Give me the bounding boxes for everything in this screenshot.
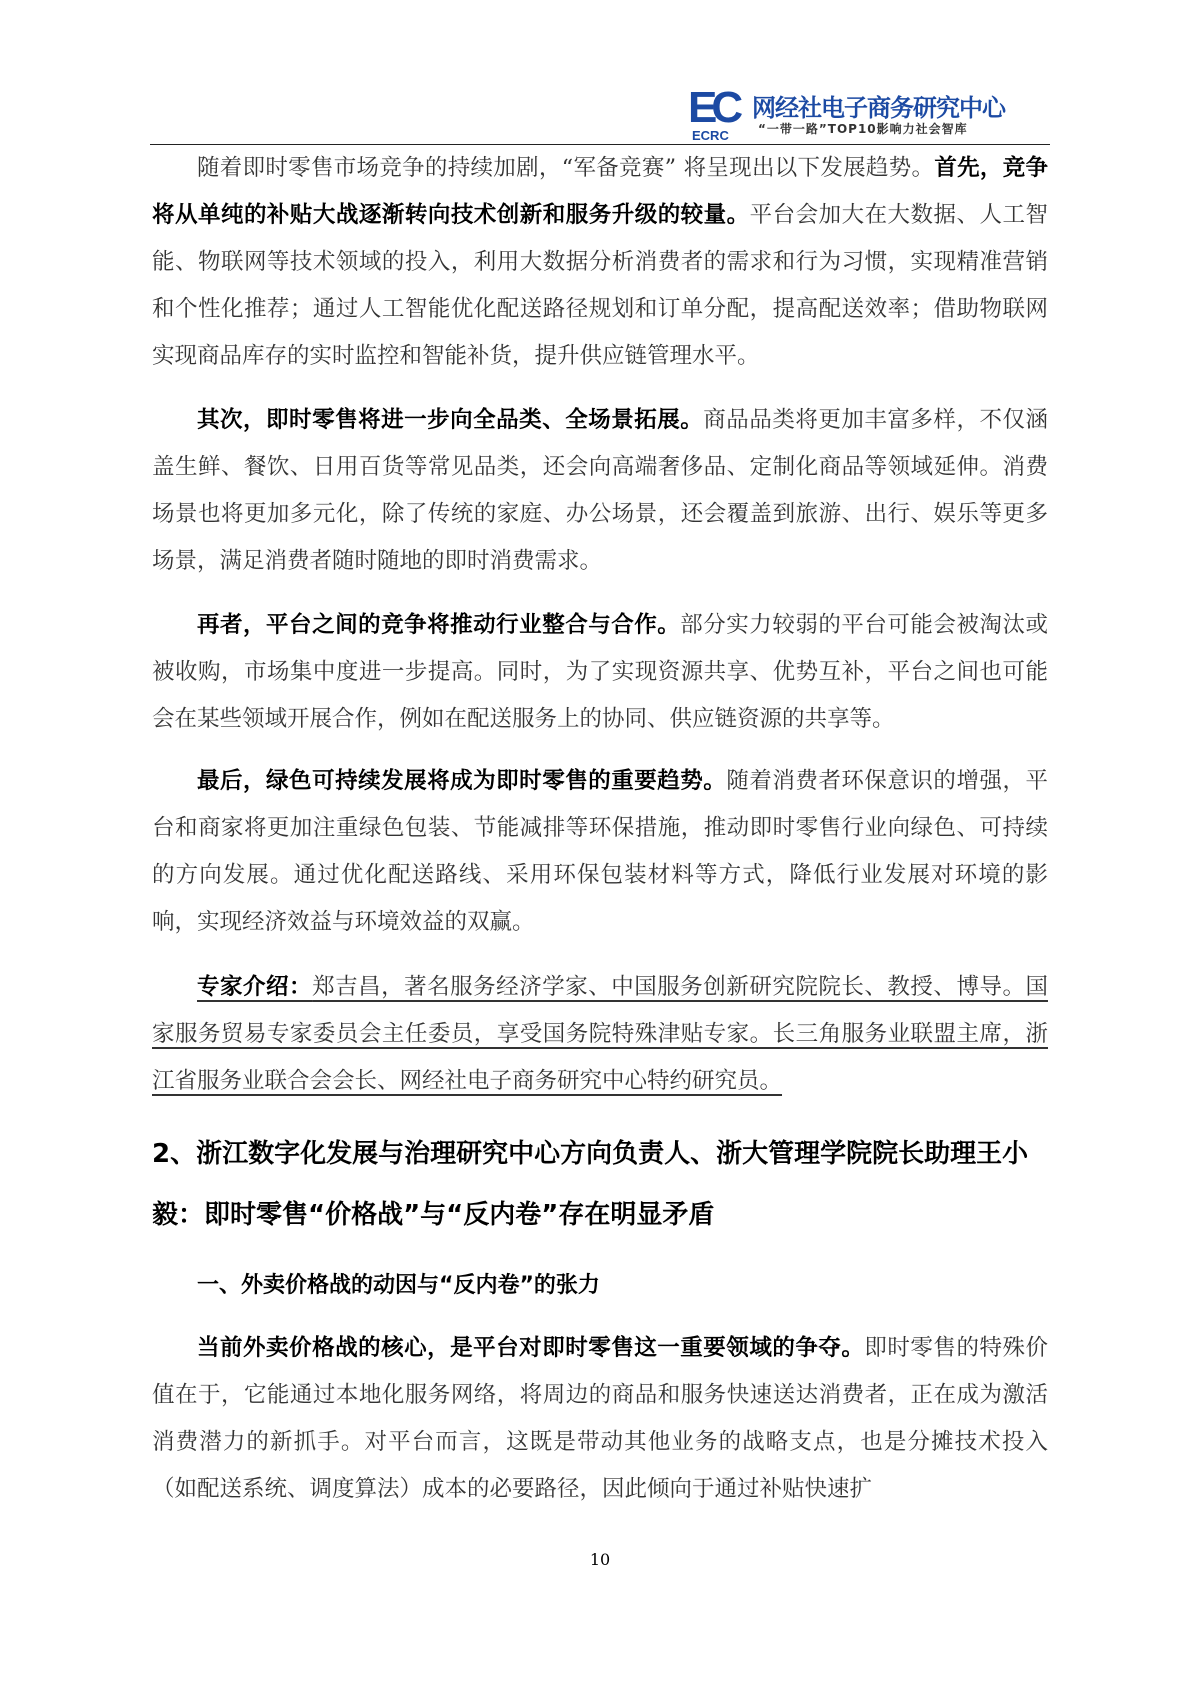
section-heading: 2、浙江数字化发展与治理研究中心方向负责人、浙大管理学院院长助理王小毅：即时零售“价格战”与“反内卷”存在明显矛盾: [152, 1139, 1029, 1230]
text: 随着消费者环保意识的增强，平台和商家将更加注重绿色包装、节能减排等环保措施，推动即时零售行业向绿色、可持续的方向发展。通过优化配送路线、采用环保包装材料等方式，降低行业发展对环境的影响，实现经济效益与环境效益的双赢。: [152, 768, 1048, 935]
paragraph-trend-second: [152, 397, 1048, 585]
bold-lead: 再者，平台之间的竞争将推动行业整合与合作。: [197, 612, 681, 638]
bold-lead: 首先，竞争将从单纯的补贴大战逐渐转向技术创新和服务升级的较量。: [152, 155, 1048, 228]
bold-lead: 其次，即时零售将进一步向全品类、全场景拓展。: [197, 407, 704, 433]
paragraph-trend-fourth: [152, 758, 1048, 946]
org-slogan: “一带一路”TOP10影响力社会智库: [758, 122, 968, 136]
page-header: [150, 80, 1050, 145]
expert-text: 郑吉昌，著名服务经济学家、中国服务创新研究院院长、教授、博导。国家服务贸易专家委员会主任委员，享受国务院特殊津贴专家。长三角服务业联盟主席，浙江省服务业联合会会长、网经社电子商务研究中心特约研究员。: [152, 974, 1048, 1094]
org-name: 网经社电子商务研究中心: [752, 94, 1005, 122]
bold-lead: 最后，绿色可持续发展将成为即时零售的重要趋势。: [197, 768, 727, 794]
bold-lead: 当前外卖价格战的核心，是平台对即时零售这一重要领域的争夺。: [197, 1335, 865, 1361]
paragraph-trend-third: [152, 602, 1048, 743]
text: 随着即时零售市场竞争的持续加剧，“军备竞赛” 将呈现出以下发展趋势。: [197, 155, 935, 181]
ecrc-logo: [688, 84, 1028, 144]
text: 即时零售的特殊价值在于，它能通过本地化服务网络，将周边的商品和服务快速送达消费者，正在成为激活消费潜力的新抓手。对平台而言，这既是带动其他业务的战略支点，也是分摊技术投入（如配送系统、调度算法）成本的必要路径，因此倾向于通过补贴快速扩: [152, 1335, 1048, 1502]
paragraph-price-war: [152, 1325, 1048, 1513]
paragraph-trend-first: [152, 145, 1048, 380]
expert-label: 专家介绍：: [197, 974, 313, 1000]
text: 部分实力较弱的平台可能会被淘汰或被收购，市场集中度进一步提高。同时，为了实现资源共享、优势互补，平台之间也可能会在某些领域开展合作，例如在配送服务上的协同、供应链资源的共享等。: [152, 612, 1048, 732]
subheading: 一、外卖价格战的动因与“反内卷”的张力: [197, 1273, 600, 1298]
text: 商品品类将更加丰富多样，不仅涵盖生鲜、餐饮、日用百货等常见品类，还会向高端奢侈品、定制化商品等领域延伸。消费场景也将更加多元化，除了传统的家庭、办公场景，还会覆盖到旅游、出行、娱乐等更多场景，满足消费者随时随地的即时消费需求。: [152, 407, 1048, 574]
page-number: 10: [589, 1550, 611, 1569]
logo-abbr: ECRC: [692, 128, 729, 143]
text: 平台会加大在大数据、人工智能、物联网等技术领域的投入，利用大数据分析消费者的需求和行为习惯，实现精准营销和个性化推荐；通过人工智能优化配送路径规划和订单分配，提高配送效率；借助物联网实现商品库存的实时监控和智能补货，提升供应链管理水平。: [152, 202, 1048, 369]
expert-intro: [152, 964, 1048, 1105]
logo-mark: EC: [688, 83, 738, 132]
